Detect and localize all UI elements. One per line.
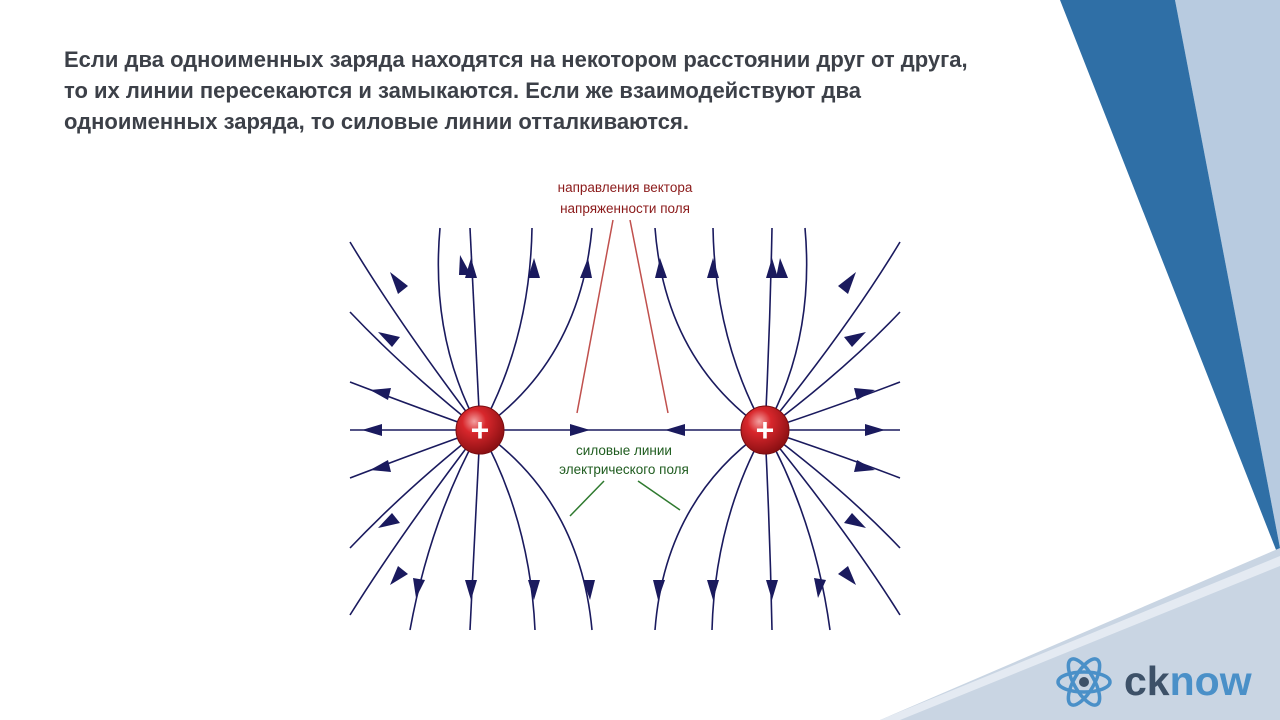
heading-line-1: Если два одноименных заряда находятся на некотором расстоянии друг от друга,: [64, 47, 968, 72]
heading-line-2: то их линии пересекаются и замыкаются. Если же взаимодействуют два: [64, 78, 861, 103]
arrow: [580, 258, 592, 278]
arrow: [854, 460, 875, 472]
field-line: [438, 228, 480, 430]
arrow: [707, 258, 719, 278]
lines-label-line-1: силовые линии: [576, 443, 672, 458]
field-line: [350, 430, 480, 548]
field-line: [655, 430, 765, 630]
field-pointer-lines: [570, 481, 680, 516]
vector-label-line-1: направления вектора: [557, 180, 693, 195]
field-line: [765, 312, 900, 430]
arrow: [766, 258, 778, 278]
field-line: [765, 430, 900, 548]
vector-pointer-lines: [577, 220, 668, 413]
arrow: [665, 424, 685, 436]
arrow: [362, 424, 382, 436]
field-line: [350, 312, 480, 430]
field-line: [470, 228, 480, 430]
field-lines-diagram: [340, 170, 920, 640]
arrow: [528, 580, 540, 600]
logo-text-now: now: [1169, 658, 1252, 704]
logo-text-ck: ck: [1124, 658, 1170, 704]
field-lines: [350, 228, 900, 630]
arrow: [707, 580, 719, 600]
arrow: [570, 424, 590, 436]
field-line: [712, 430, 765, 630]
field-line: [480, 430, 592, 630]
arrow: [378, 513, 400, 528]
logo-wordmark: [1124, 655, 1252, 707]
field-line: [713, 228, 765, 430]
field-line: [480, 228, 532, 430]
arrow: [653, 580, 665, 600]
arrow: [370, 388, 391, 400]
field-line: [765, 430, 900, 615]
field-line: [655, 228, 765, 430]
arrow: [465, 580, 477, 600]
charge-right-sign: +: [755, 412, 775, 448]
charge-left: [456, 406, 504, 454]
arrow: [844, 332, 866, 347]
arrow: [854, 388, 875, 400]
pointer-line: [570, 481, 604, 516]
arrow: [776, 258, 788, 278]
arrow: [655, 258, 667, 278]
field-line: [765, 430, 772, 630]
arrow: [766, 580, 778, 600]
pointer-line: [638, 481, 680, 510]
field-line: [470, 430, 480, 630]
pointer-line: [630, 220, 668, 413]
field-line: [410, 430, 480, 630]
cknow-logo[interactable]: [1052, 650, 1272, 714]
field-line: [765, 228, 772, 430]
arrow: [378, 332, 400, 347]
arrow: [844, 513, 866, 528]
lines-label-line-2: электрического поля: [559, 462, 689, 477]
arrow: [413, 578, 425, 598]
arrow: [390, 566, 408, 585]
vector-label-line-2: напряженности поля: [560, 201, 690, 216]
heading-line-3: одноименных заряда, то силовые линии отталкиваются.: [64, 109, 689, 134]
pointer-line: [577, 220, 613, 413]
charge-left-sign: +: [470, 412, 490, 448]
field-line: [765, 430, 830, 630]
arrow: [865, 424, 885, 436]
slide-heading: [64, 44, 1054, 137]
arrow: [370, 460, 391, 472]
charge-right: [741, 406, 789, 454]
field-line: [765, 242, 900, 430]
atom-icon: [1054, 652, 1114, 712]
field-line: [480, 430, 535, 630]
arrow: [390, 272, 408, 294]
field-line: [480, 228, 592, 430]
arrow: [838, 272, 856, 294]
arrow: [583, 580, 595, 600]
arrow: [838, 566, 856, 585]
